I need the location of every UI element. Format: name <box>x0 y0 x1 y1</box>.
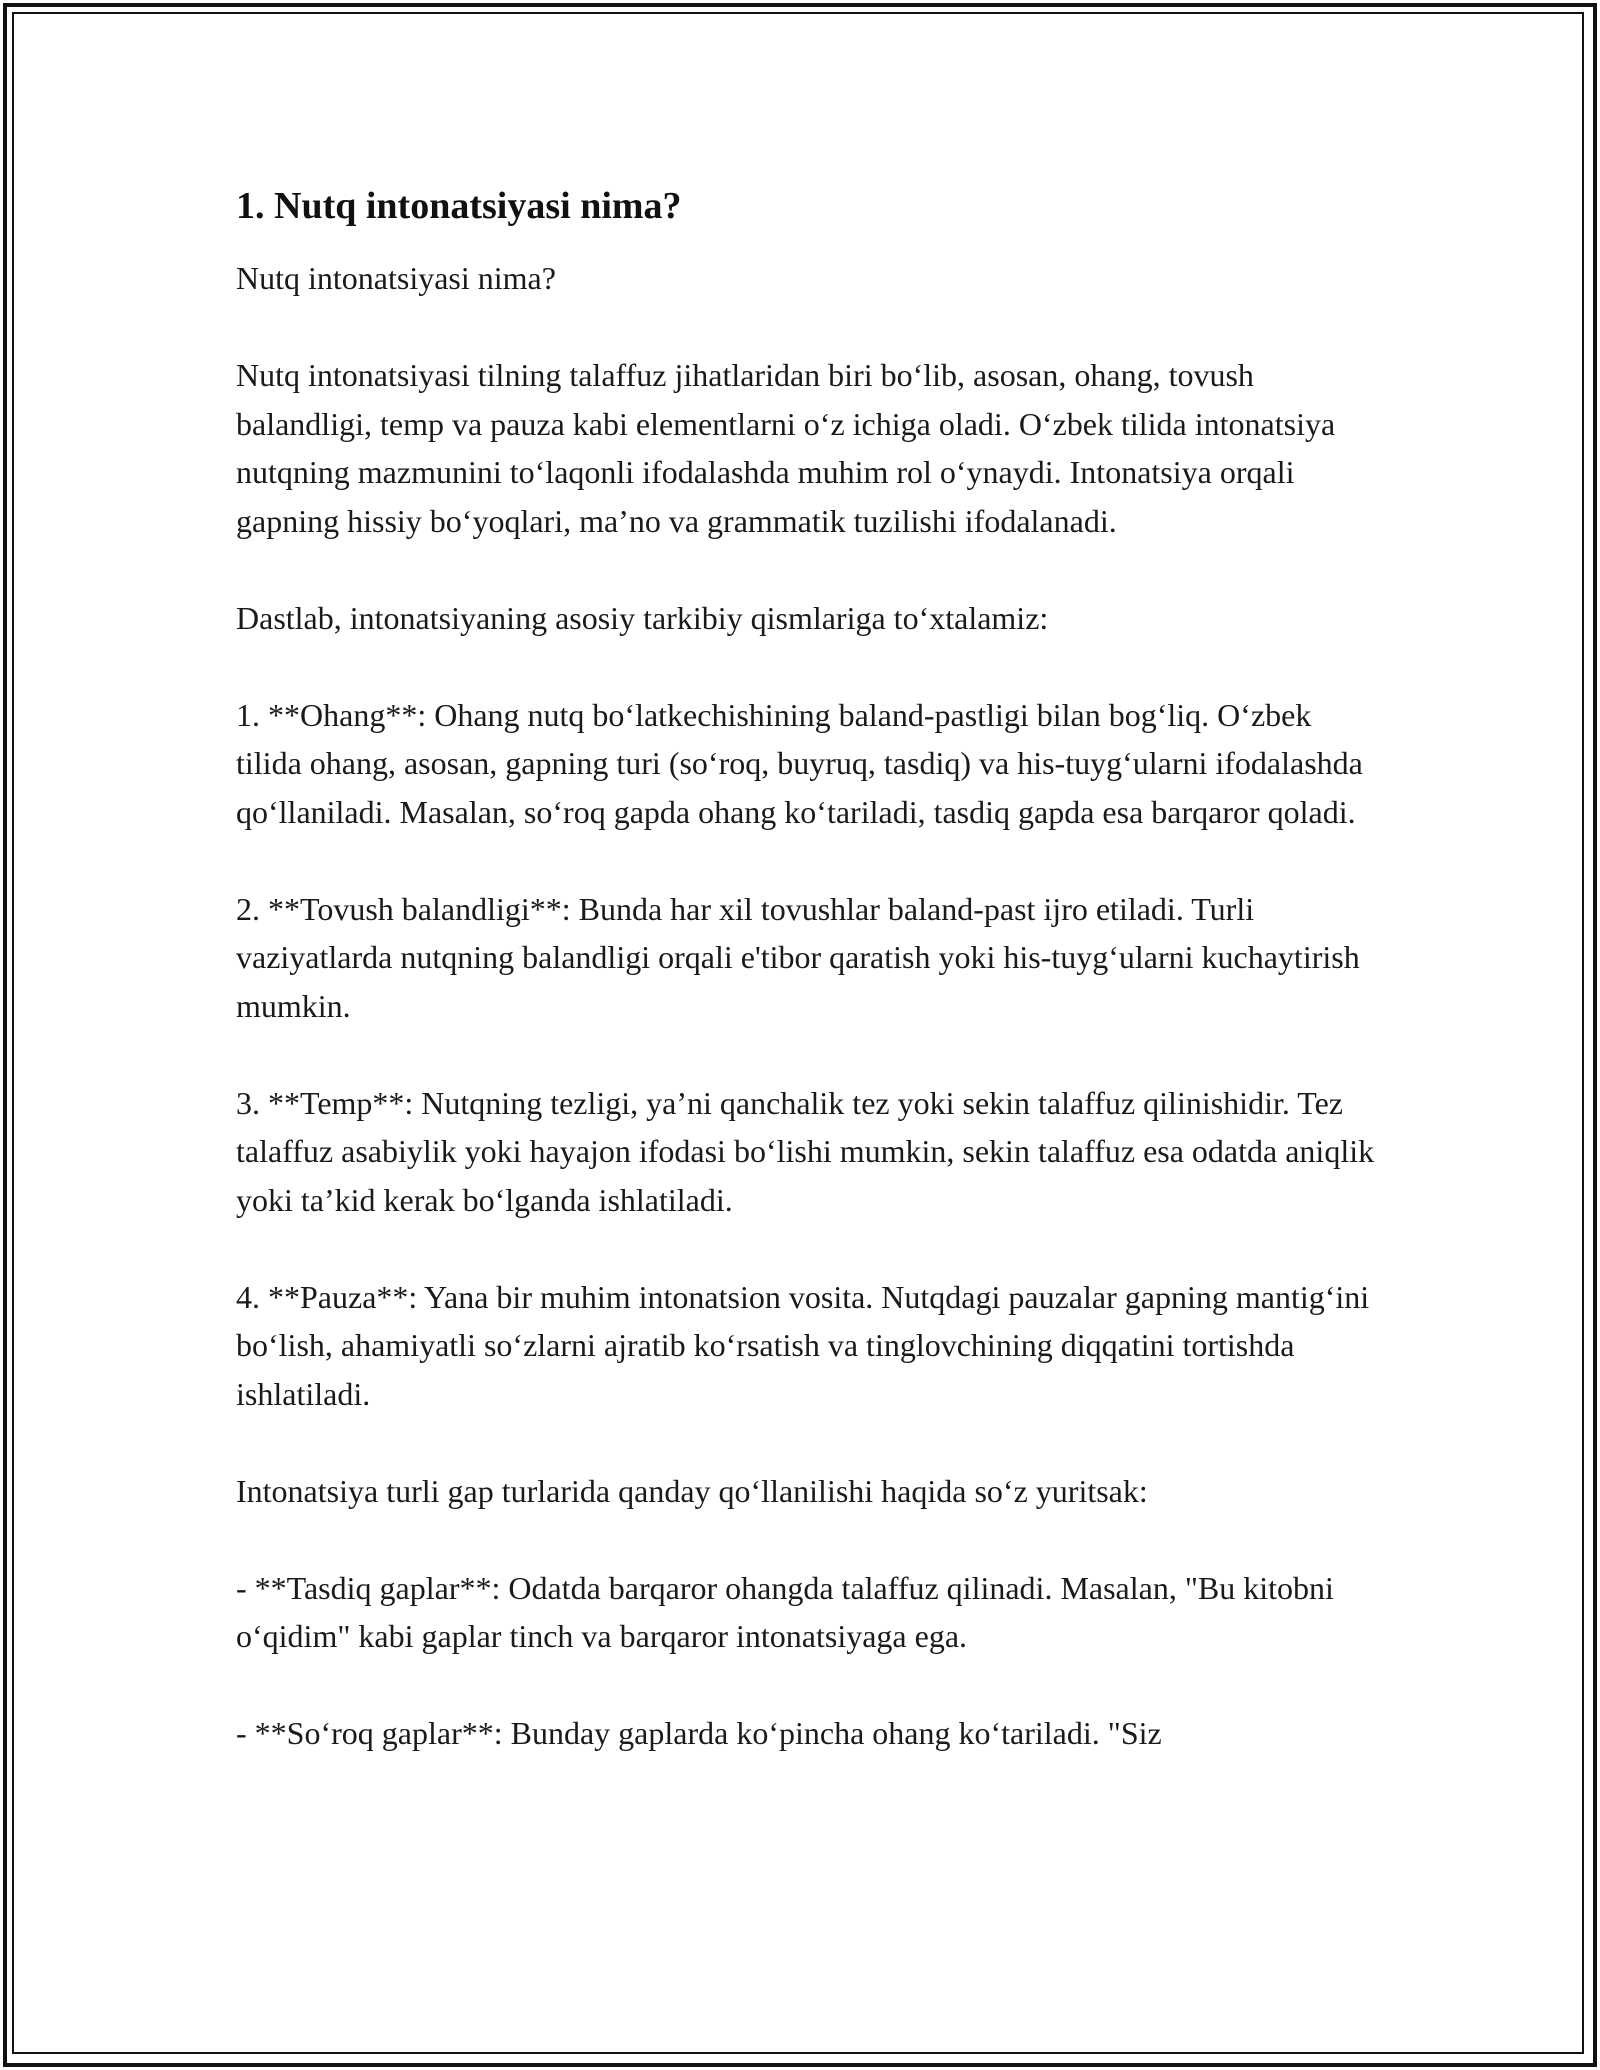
paragraph-soroq-gaplar: - **So‘roq gaplar**: Bunday gaplarda ko‘pincha ohang ko‘tariladi. "Siz <box>236 1715 1162 1751</box>
section-heading: 1. Nutq intonatsiyasi nima? <box>236 185 682 227</box>
paragraph-question: Nutq intonatsiyasi nima? <box>236 260 556 296</box>
paragraph-tovush-balandligi: 2. **Tovush balandligi**: Bunda har xil tovushlar baland-past ijro etiladi. Turli vaziyatlarda nutqning balandligi orqali e'tibor qaratish yoki his-tuyg‘ularni kuchaytirish mumkin. <box>236 890 1360 1024</box>
paragraph-definition: Nutq intonatsiyasi tilning talaffuz jihatlaridan biri bo‘lib, asosan, ohang, tovush balandligi, temp va pauza kabi elementlarni o‘z ichiga oladi. O‘zbek tilida intonatsiya nutqning mazmunini to‘laqonli ifodalashda muhim rol o‘ynaydi. Intonatsiya orqali gapning hissiy bo‘yoqlari, ma’no va grammatik tuzilishi ifodalanadi. <box>236 357 1336 539</box>
paragraph-temp: 3. **Temp**: Nutqning tezligi, ya’ni qanchalik tez yoki sekin talaffuz qilinishidir. Tez talaffuz asabiylik yoki hayajon ifodasi bo‘lishi mumkin, sekin talaffuz esa odatda aniqlik yoki ta’kid kerak bo‘lganda ishlatiladi. <box>236 1084 1375 1218</box>
paragraph-pauza: 4. **Pauza**: Yana bir muhim intonatsion vosita. Nutqdagi pauzalar gapning mantig‘ini bo‘lish, ahamiyatli so‘zlarni ajratib ko‘rsatish va tinglovchining diqqatini tortishda ishlatiladi. <box>236 1278 1370 1412</box>
document-body <box>236 180 1376 1806</box>
paragraph-sentence-types-intro: Intonatsiya turli gap turlarida qanday qo‘llanilishi haqida so‘z yuritsak: <box>236 1472 1148 1509</box>
paragraph-components-intro: Dastlab, intonatsiyaning asosiy tarkibiy qismlariga to‘xtalamiz: <box>236 599 1049 636</box>
paragraph-tasdiq-gaplar: - **Tasdiq gaplar**: Odatda barqaror ohangda talaffuz qilinadi. Masalan, "Bu kitobni o‘qidim" kabi gaplar tinch va barqaror intonatsiyaga ega. <box>236 1569 1334 1654</box>
paragraph-ohang: 1. **Ohang**: Ohang nutq bo‘latkechishining baland-pastligi bilan bog‘liq. O‘zbek tilida ohang, asosan, gapning turi (so‘roq, buyruq, tasdiq) va his-tuyg‘ularni ifodalashda qo‘llaniladi. Masalan, so‘roq gapda ohang ko‘tariladi, tasdiq gapda esa barqaror qoladi. <box>236 696 1363 830</box>
